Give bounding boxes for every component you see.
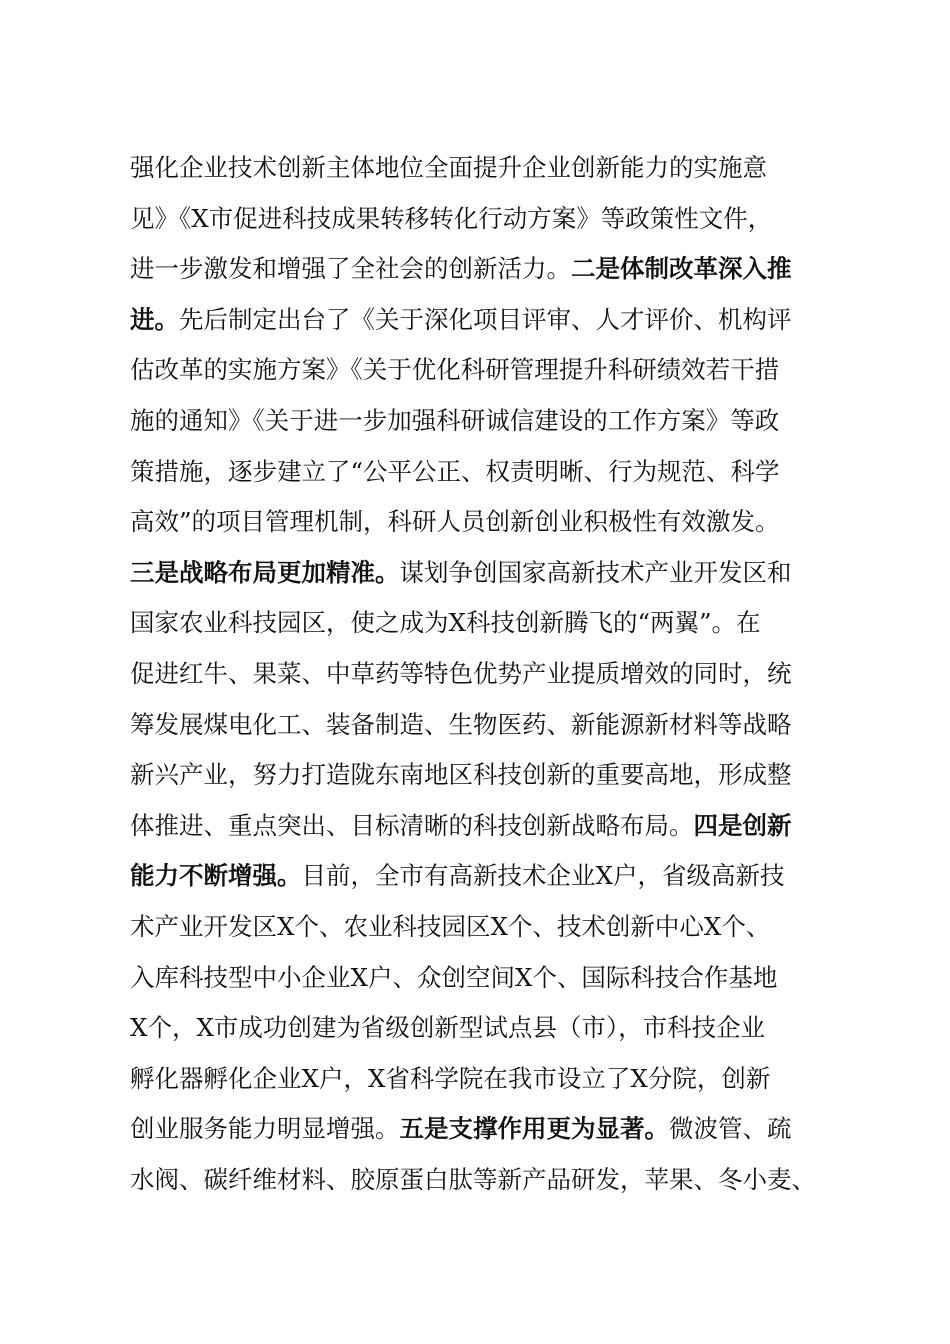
body-text-segment: 先后制定出台了《关于深化项目评审、人才评价、机构评: [179, 304, 792, 334]
text-line: [130, 856, 830, 896]
body-text-segment: 水阀、碳纤维材料、胶原蛋白肽等新产品研发，苹果、冬小麦、: [130, 1165, 816, 1194]
body-text-segment: 微波管、疏: [669, 1114, 792, 1144]
body-text-segment: 强化企业技术创新主体地位全面提升企业创新能力的实施意: [130, 153, 767, 182]
text-line: [130, 1008, 830, 1048]
text-line: [130, 1160, 830, 1200]
body-text-segment: 国家农业科技园区，使之成为X科技创新腾飞的“两翼”。在: [130, 608, 761, 638]
text-line: [130, 705, 830, 745]
body-text-segment: 目前，全市有高新技术企业X户，省级高新技: [301, 861, 785, 891]
text-line: [130, 300, 830, 340]
body-text-segment: 筹发展煤电化工、装备制造、生物医药、新能源新材料等战略: [130, 709, 792, 739]
text-line: [130, 603, 830, 643]
body-text-segment: 谋划争创国家高新技术产业开发区和: [399, 557, 792, 587]
body-text-segment: 新兴产业，努力打造陇东南地区科技创新的重要高地，形成整: [130, 760, 792, 790]
body-text-segment: 进一步激发和增强了全社会的创新活力。: [130, 254, 571, 284]
text-line: [130, 1059, 830, 1099]
bold-heading-text: 三是战略布局更加精准。: [130, 557, 400, 587]
bold-heading-text: 二是体制改革深入推: [571, 254, 792, 284]
bold-heading-text: 能力不断增强。: [130, 861, 302, 891]
text-line: [130, 502, 830, 542]
text-line: [130, 249, 830, 289]
body-text-segment: 见》《X市促进科技成果转移转化行动方案》等政策性文件，: [130, 203, 773, 233]
body-text-segment: 估改革的实施方案》《关于优化科研管理提升科研绩效若干措: [130, 355, 780, 385]
text-line: [130, 1109, 830, 1149]
text-line: [130, 553, 830, 593]
text-line: [130, 806, 830, 846]
text-line: [130, 148, 830, 188]
body-text-segment: 孵化器孵化企业X户，X省科学院在我市设立了X分院，创新: [130, 1063, 771, 1093]
body-text-segment: 体推进、重点突出、目标清晰的科技创新战略布局。: [130, 810, 694, 840]
body-text-segment: 促进红牛、果菜、中草药等特色优势产业提质增效的同时，统: [130, 659, 792, 688]
body-text-segment: 施的通知》《关于进一步加强科研诚信建设的工作方案》等政: [130, 406, 780, 435]
text-line: [130, 755, 830, 795]
text-line: [130, 958, 830, 998]
text-line: [130, 199, 830, 239]
bold-heading-text: 四是创新: [693, 810, 792, 840]
body-text-segment: 术产业开发区X个、农业科技园区X个、技术创新中心X个、: [130, 912, 771, 941]
text-line: [130, 654, 830, 694]
bold-heading-text: 进。: [130, 304, 179, 334]
bold-heading-text: 五是支撑作用更为显著。: [399, 1114, 669, 1144]
body-text-segment: 高效”的项目管理机制，科研人员创新创业积极性有效激发。: [130, 507, 780, 537]
body-text-segment: X个，X市成功创建为省级创新型试点县（市），市科技企业: [130, 1013, 766, 1043]
body-text-segment: 入库科技型中小企业X户、众创空间X个、国际科技合作基地: [130, 962, 778, 992]
text-line: [130, 350, 830, 390]
text-line: [130, 401, 830, 441]
body-text-segment: 创业服务能力明显增强。: [130, 1114, 400, 1144]
text-line: [130, 907, 830, 947]
text-line: [130, 452, 830, 492]
body-text-segment: 策措施，逐步建立了“公平公正、权责明晰、行为规范、科学: [130, 456, 780, 486]
